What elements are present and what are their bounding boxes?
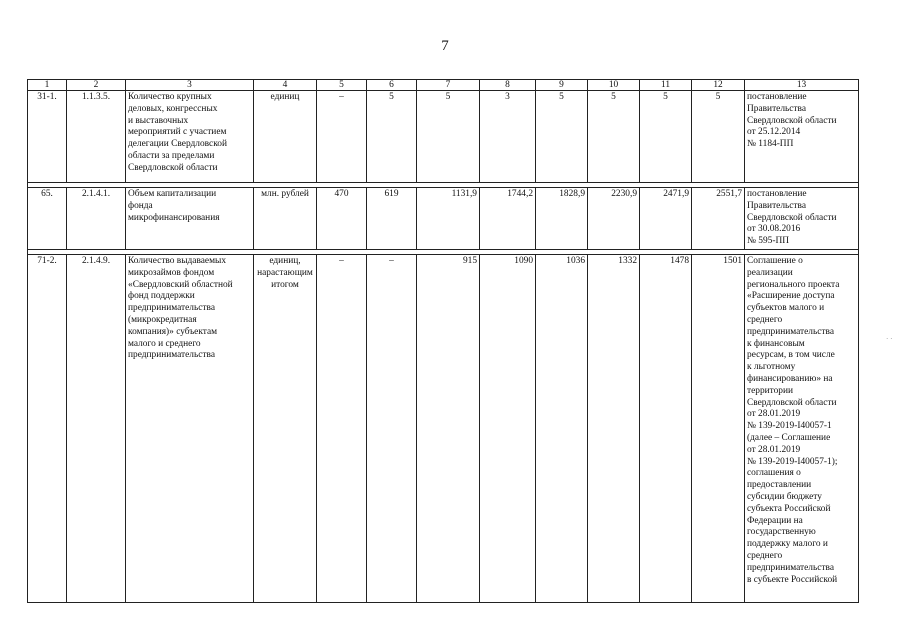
basis-document: [745, 188, 859, 250]
text-line: Количество крупных: [128, 92, 212, 102]
header-row: [28, 80, 859, 91]
table-row: [28, 188, 859, 250]
indicator-name: [126, 188, 254, 250]
column-header: 3: [126, 80, 254, 91]
value-col12: 2551,7: [692, 188, 745, 250]
value-col10: 5: [588, 91, 640, 183]
indicators-table: [27, 79, 859, 603]
column-header: 6: [367, 80, 417, 91]
value-col9: 1828,9: [536, 188, 588, 250]
text-line: Свердловской области: [747, 397, 837, 408]
column-header: 2: [67, 80, 126, 91]
value-col12: 5: [692, 91, 745, 183]
text-line: среднего: [747, 314, 783, 325]
text-line: предоставлении: [747, 480, 812, 491]
column-header: 11: [640, 80, 692, 91]
text-line: Объем капитализации: [128, 189, 217, 199]
text-line: деловых, конгрессных: [128, 103, 218, 114]
value-col5: –: [317, 91, 367, 183]
text-line: и выставочных: [128, 115, 189, 126]
table-row: [28, 255, 859, 603]
scan-speck: · ·: [886, 335, 893, 343]
value-col8: 1090: [480, 255, 536, 603]
basis-document: [745, 255, 859, 603]
page-number: 7: [441, 38, 449, 54]
value-col7: 915: [417, 255, 480, 603]
unit: [254, 188, 317, 250]
text-line: Свердловской области: [747, 212, 837, 223]
text-line: области за пределами: [128, 150, 215, 161]
text-line: № 139-2019-I40057-1: [747, 421, 832, 432]
row-number: 31-1.: [28, 91, 67, 183]
text-line: фонда: [128, 200, 153, 211]
text-line: (далее – Соглашение: [747, 432, 831, 443]
value-col7: 5: [417, 91, 480, 183]
row-code: 2.1.4.9.: [67, 255, 126, 603]
text-line: предпринимательства: [747, 326, 834, 337]
value-col8: 1744,2: [480, 188, 536, 250]
text-line: единиц: [270, 92, 300, 102]
column-header: 7: [417, 80, 480, 91]
value-col11: 1478: [640, 255, 692, 603]
text-line: среднего: [747, 550, 783, 561]
text-line: мероприятий с участием: [128, 127, 227, 138]
basis-document: [745, 91, 859, 183]
text-line: микрофинансирования: [128, 212, 220, 223]
text-line: ресурсам, в том числе: [747, 350, 835, 361]
text-line: «Расширение доступа: [747, 291, 835, 302]
text-line: от 30.08.2016: [747, 224, 801, 235]
row-number: 71-2.: [28, 255, 67, 603]
table-row: [28, 91, 859, 183]
text-line: компания)» субъектам: [128, 326, 218, 337]
row-number: 65.: [28, 188, 67, 250]
text-line: реализации: [747, 267, 793, 278]
column-header: 4: [254, 80, 317, 91]
text-line: № 139-2019-I40057-1);: [747, 456, 838, 467]
text-line: Соглашение о: [747, 256, 803, 266]
text-line: от 28.01.2019: [747, 409, 801, 420]
text-line: (микрокредитная: [128, 314, 197, 325]
indicator-name: [126, 91, 254, 183]
row-code: 2.1.4.1.: [67, 188, 126, 250]
column-header: 13: [745, 80, 859, 91]
text-line: государственную: [747, 527, 816, 538]
text-line: к льготному: [747, 362, 796, 373]
text-line: Правительства: [747, 200, 806, 211]
text-line: предпринимательства: [128, 303, 215, 314]
text-line: территории: [747, 385, 794, 396]
text-line: делегации Свердловской: [128, 139, 227, 150]
value-col8: 3: [480, 91, 536, 183]
text-line: к финансовым: [747, 338, 805, 349]
text-line: фонд поддержки: [128, 291, 195, 302]
text-line: субъектов малого и: [747, 303, 825, 314]
unit: [254, 91, 317, 183]
text-line: нарастающим: [257, 267, 313, 278]
text-line: предпринимательства: [128, 350, 215, 361]
value-col9: 5: [536, 91, 588, 183]
indicator-name: [126, 255, 254, 603]
text-line: постановление: [747, 92, 807, 102]
text-line: «Свердловский областной: [128, 279, 233, 290]
value-col7: 1131,9: [417, 188, 480, 250]
text-line: Количество выдаваемых: [128, 256, 227, 266]
text-line: предпринимательства: [747, 562, 834, 573]
column-header: 8: [480, 80, 536, 91]
text-line: финансированию» на: [747, 373, 833, 384]
text-line: постановление: [747, 189, 807, 199]
text-line: № 1184-ПП: [747, 139, 794, 150]
text-line: субъекта Российской: [747, 503, 831, 514]
value-col11: 2471,9: [640, 188, 692, 250]
text-line: Свердловской области: [128, 162, 218, 173]
text-line: от 28.01.2019: [747, 444, 801, 455]
text-line: от 25.12.2014: [747, 127, 801, 138]
text-line: Свердловской области: [747, 115, 837, 126]
value-col11: 5: [640, 91, 692, 183]
text-line: единиц,: [269, 256, 301, 266]
value-col6: 5: [367, 91, 417, 183]
value-col10: 1332: [588, 255, 640, 603]
column-header: 10: [588, 80, 640, 91]
value-col10: 2230,9: [588, 188, 640, 250]
value-col12: 1501: [692, 255, 745, 603]
value-col5: 470: [317, 188, 367, 250]
text-line: Федерации на: [747, 515, 803, 526]
text-line: соглашения о: [747, 468, 801, 479]
value-col9: 1036: [536, 255, 588, 603]
value-col5: –: [317, 255, 367, 603]
row-code: 1.1.3.5.: [67, 91, 126, 183]
column-header: 1: [28, 80, 67, 91]
text-line: субсидии бюджету: [747, 491, 822, 502]
text-line: поддержку малого и: [747, 539, 828, 550]
text-line: малого и среднего: [128, 338, 201, 349]
text-line: микрозаймов фондом: [128, 267, 215, 278]
text-line: итогом: [271, 279, 299, 290]
text-line: в субъекте Российской: [747, 574, 838, 585]
column-header: 9: [536, 80, 588, 91]
column-header: 5: [317, 80, 367, 91]
column-header: 12: [692, 80, 745, 91]
unit: [254, 255, 317, 603]
value-col6: –: [367, 255, 417, 603]
text-line: № 595-ПП: [747, 236, 790, 247]
text-line: регионального проекта: [747, 279, 840, 290]
text-line: Правительства: [747, 103, 806, 114]
text-line: млн. рублей: [261, 189, 309, 199]
value-col6: 619: [367, 188, 417, 250]
